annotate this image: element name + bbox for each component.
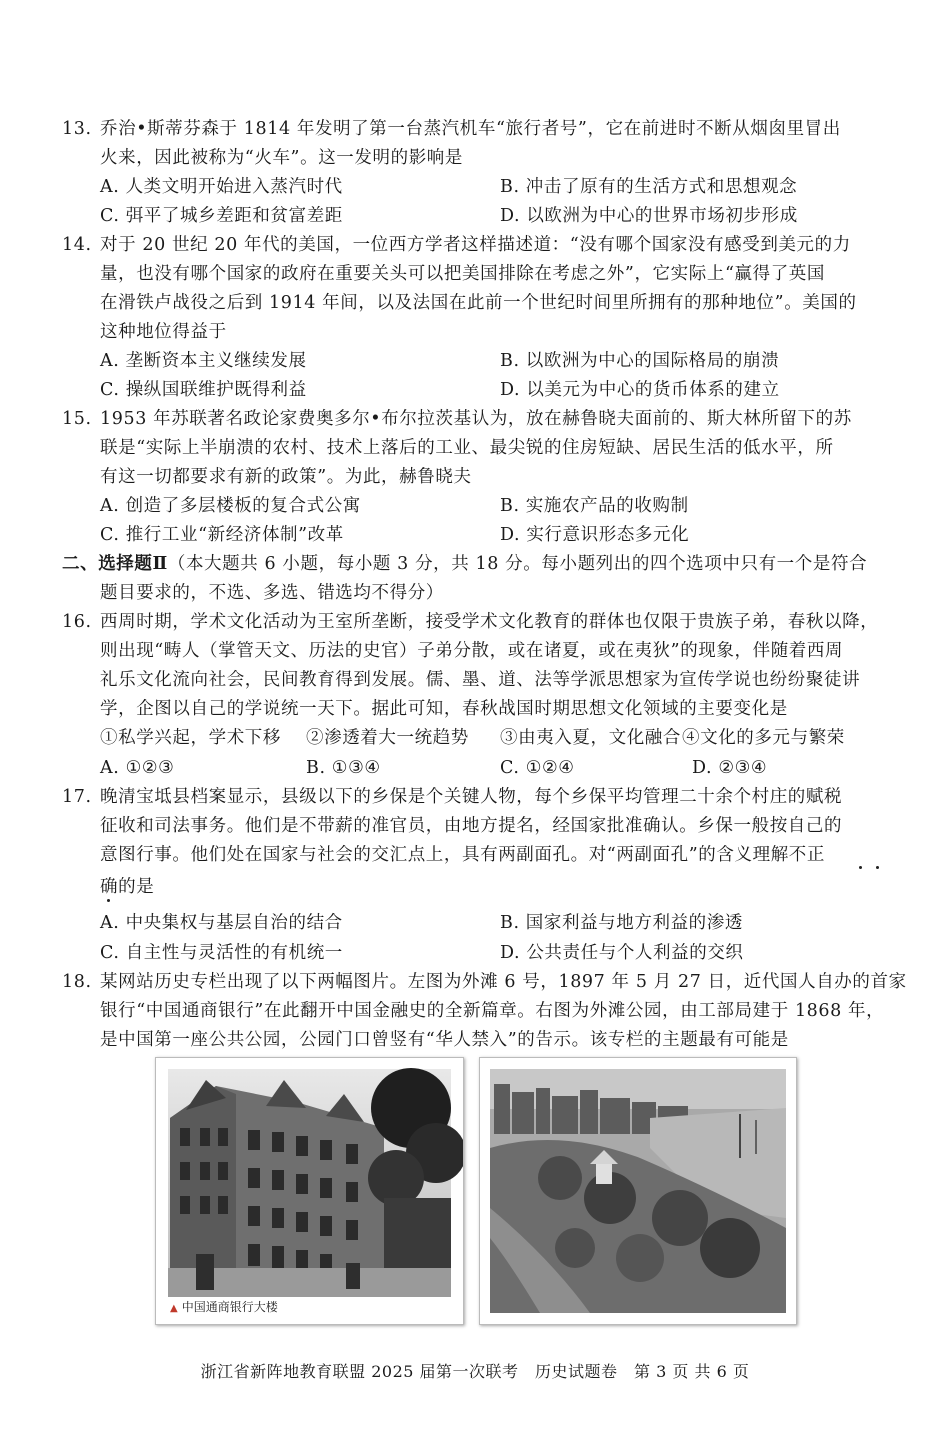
- q16-item-2: ②渗透着大一统趋势: [306, 728, 469, 748]
- q15-option-b[interactable]: B. 实施农产品的收购制: [500, 496, 689, 516]
- section2-heading: [62, 551, 867, 577]
- q13-option-b[interactable]: B. 冲击了原有的生活方式和思想观念: [500, 177, 798, 197]
- q16-item-3: ③由夷入夏，文化融合: [500, 728, 681, 748]
- q16-option-b[interactable]: B. ①③④: [306, 758, 381, 778]
- section2-title: 二、选择题Ⅱ: [62, 554, 168, 574]
- q18-line3: 是中国第一座公共公园，公园门口曾竖有“华人禁入”的告示。该专栏的主题最有可能是: [100, 1030, 789, 1050]
- emphasis-dot: [859, 866, 862, 869]
- q14-option-d[interactable]: D. 以美元为中心的货币体系的建立: [500, 380, 780, 400]
- q16-line3: 礼乐文化流向社会，民间教育得到发展。儒、墨、道、法等学派思想家为宣传学说也纷纷聚徒讲: [100, 670, 861, 690]
- q16-option-c[interactable]: C. ①②④: [500, 758, 575, 778]
- q16-option-d[interactable]: D. ②③④: [692, 758, 768, 778]
- caption-triangle-icon: ▲: [170, 1303, 178, 1314]
- q15-option-a[interactable]: A. 创造了多层楼板的复合式公寓: [100, 496, 361, 516]
- section2-desc-line2: 题目要求的，不选、多选、错选均不得分）: [100, 583, 444, 603]
- q14-text: 对于 20 世纪 20 年代的美国，一位西方学者这样描述道：“没有哪个国家没有感受到美元的力: [100, 235, 851, 255]
- q17-text: 晚清宝坻县档案显示，县级以下的乡保是个关键人物，每个乡保平均管理二十余个村庄的赋税: [100, 787, 843, 807]
- q18-line2: 银行“中国通商银行”在此翻开中国金融史的全新篇章。右图为外滩公园，由工部局建于 1868 年，: [100, 1001, 885, 1021]
- q16-item-1: ①私学兴起，学术下移: [100, 728, 281, 748]
- q14-number: 14.: [62, 235, 92, 255]
- bank-building-image: [156, 1058, 463, 1324]
- q15-line1: [62, 406, 852, 432]
- q14-option-b[interactable]: B. 以欧洲为中心的国际格局的崩溃: [500, 351, 780, 371]
- q14-line1: [62, 232, 851, 258]
- q13-text: 乔治•斯蒂芬森于 1814 年发明了第一台蒸汽机车“旅行者号”，它在前进时不断从烟囱里冒出: [100, 119, 841, 139]
- q13-number: 13.: [62, 119, 92, 139]
- emphasis-dot: [876, 866, 879, 869]
- q17-option-a[interactable]: A. 中央集权与基层自治的结合: [100, 913, 343, 933]
- bund-park-photo: [479, 1057, 797, 1325]
- q14-line4: 这种地位得益于: [100, 322, 227, 342]
- q16-line2: 则出现“畴人（掌管天文、历法的史官）子弟分散，或在诸夏，或在夷狄”的现象，伴随着西周: [100, 641, 844, 661]
- q15-option-c[interactable]: C. 推行工业“新经济体制”改革: [100, 525, 344, 545]
- q18-text: 某网站历史专栏出现了以下两幅图片。左图为外滩 6 号，1897 年 5 月 27 日，近代国人自办的首家: [100, 972, 907, 992]
- q13-line1: [62, 116, 841, 142]
- q16-line4: 学，企图以自己的学说统一天下。据此可知，春秋战国时期思想文化领域的主要变化是: [100, 699, 788, 719]
- page-footer: 浙江省新阵地教育联盟 2025 届第一次联考 历史试题卷 第 3 页 共 6 页: [200, 1362, 750, 1381]
- q16-option-a[interactable]: A. ①②③: [100, 758, 175, 778]
- q13-option-a[interactable]: A. 人类文明开始进入蒸汽时代: [100, 177, 343, 197]
- q18-number: 18.: [62, 972, 92, 992]
- q15-number: 15.: [62, 409, 92, 429]
- q14-option-c[interactable]: C. 操纵国联维护既得利益: [100, 380, 307, 400]
- bund-park-image: [480, 1058, 796, 1324]
- q17-line4: 确的是: [100, 877, 155, 897]
- q17-line1: [62, 784, 842, 810]
- q15-text: 1953 年苏联著名政论家费奥多尔•布尔拉茨基认为，放在赫鲁晓夫面前的、斯大林所留下的苏: [100, 409, 852, 429]
- q15-line2: 联是“实际上半崩溃的农村、技术上落后的工业、最尖锐的住房短缺、居民生活的低水平，所: [100, 438, 834, 458]
- q17-line2: 征收和司法事务。他们是不带薪的准官员，由地方提名，经国家批准确认。乡保一般按自己的: [100, 816, 843, 836]
- section2-desc: （本大题共 6 小题，每小题 3 分，共 18 分。每小题列出的四个选项中只有一个是符合: [167, 554, 868, 574]
- caption-text: 中国通商银行大楼: [181, 1300, 278, 1314]
- q16-item-4: ④文化的多元与繁荣: [682, 728, 845, 748]
- q17-line3: 意图行事。他们处在国家与社会的交汇点上，具有两副面孔。对“两副面孔”的含义理解不正: [100, 845, 825, 865]
- q15-option-d[interactable]: D. 实行意识形态多元化: [500, 525, 690, 545]
- q15-line3: 有这一切都要求有新的政策”。为此，赫鲁晓夫: [100, 467, 472, 487]
- q16-line1: [62, 609, 878, 635]
- q14-line3: 在滑铁卢战役之后到 1914 年间，以及法国在此前一个世纪时间里所拥有的那种地位”。美国的: [100, 293, 857, 313]
- q14-option-a[interactable]: A. 垄断资本主义继续发展: [100, 351, 307, 371]
- q14-line2: 量，也没有哪个国家的政府在重要关头可以把美国排除在考虑之外”，它实际上“赢得了英国: [100, 264, 825, 284]
- q13-line2: 火来，因此被称为“火车”。这一发明的影响是: [100, 148, 463, 168]
- bank-building-photo: [155, 1057, 464, 1325]
- emphasis-dot: [107, 899, 110, 902]
- q17-option-b[interactable]: B. 国家利益与地方利益的渗透: [500, 913, 743, 933]
- q13-option-c[interactable]: C. 弭平了城乡差距和贫富差距: [100, 206, 343, 226]
- q17-option-c[interactable]: C. 自主性与灵活性的有机统一: [100, 943, 343, 963]
- q16-text: 西周时期，学术文化活动为王室所垄断，接受学术文化教育的群体也仅限于贵族子弟，春秋以降，: [100, 612, 879, 632]
- q13-option-d[interactable]: D. 以欧洲为中心的世界市场初步形成: [500, 206, 798, 226]
- bank-photo-caption: [170, 1300, 278, 1316]
- q18-line1: [62, 969, 907, 995]
- q16-number: 16.: [62, 612, 92, 632]
- q17-number: 17.: [62, 787, 92, 807]
- q17-option-d[interactable]: D. 公共责任与个人利益的交织: [500, 943, 744, 963]
